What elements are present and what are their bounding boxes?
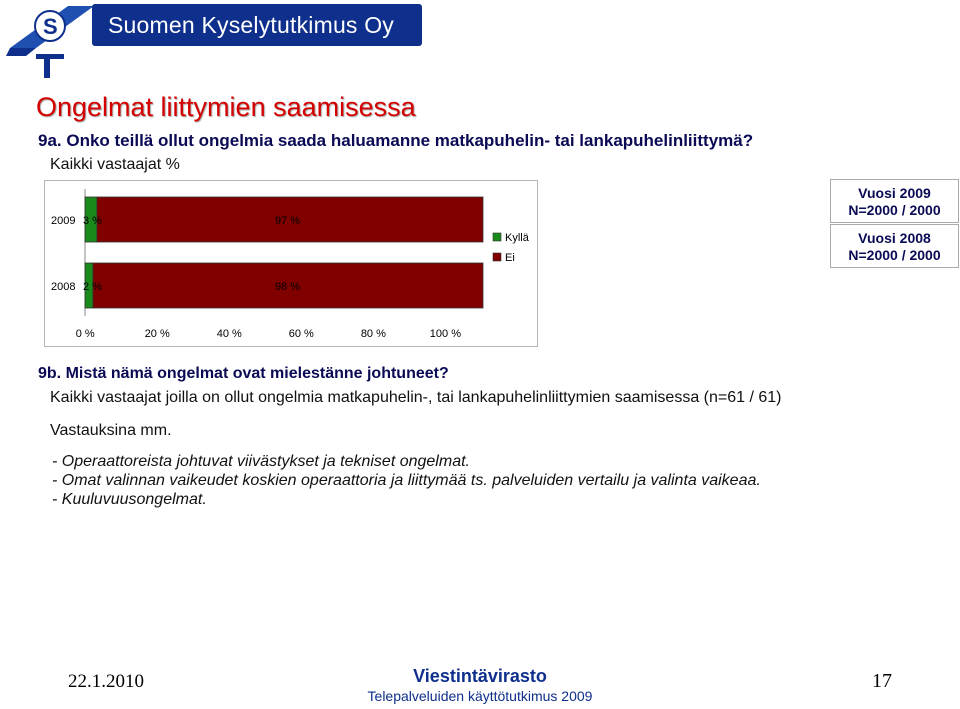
category-label: 2008	[51, 281, 76, 293]
year-box-2009-n: N=2000 / 2000	[848, 202, 941, 218]
x-tick-label: 60 %	[288, 328, 314, 340]
chart-frame	[44, 180, 538, 347]
x-tick-label: 0 %	[75, 328, 95, 340]
year-box-2009	[830, 179, 959, 223]
question-9b: 9b. Mistä nämä ongelmat ovat mielestänne johtuneet?	[38, 365, 449, 382]
answers-list	[52, 452, 761, 509]
x-tick-label: 20 %	[144, 328, 170, 340]
question-9b-subtitle: Kaikki vastaajat joilla on ollut ongelmia matkapuhelin-, tai lankapuhelinliittymien saamisessa (n=61 / 61)	[50, 389, 782, 406]
answer-item: - Omat valinnan vaikeudet koskien operaattoria ja liittymää ts. palveluiden vertailu ja valinta vaikeaa.	[52, 472, 761, 489]
footer-study: Telepalveluiden käyttötutkimus 2009	[367, 688, 593, 704]
data-label: 98 %	[275, 281, 301, 293]
legend-label: Ei	[505, 252, 515, 264]
x-tick-label: 80 %	[360, 328, 386, 340]
x-tick-label: 40 %	[216, 328, 242, 340]
category-label: 2009	[51, 215, 76, 227]
answers-label: Vastauksina mm.	[50, 422, 172, 439]
question-9a-subtitle: Kaikki vastaajat %	[50, 156, 180, 173]
chart-legend	[485, 227, 537, 274]
data-label: 3 %	[83, 215, 102, 227]
legend-label: Kyllä	[505, 232, 529, 244]
footer-date: 22.1.2010	[68, 671, 144, 692]
company-logo-icon	[6, 4, 96, 80]
year-box-2008-year: Vuosi 2008	[858, 230, 931, 246]
stacked-bar-chart	[45, 181, 539, 348]
footer-org: Viestintävirasto	[413, 666, 547, 686]
answer-item: - Operaattoreista johtuvat viivästykset ja tekniset ongelmat.	[52, 453, 470, 470]
legend-swatch-kyllä	[493, 233, 501, 241]
data-label: 97 %	[275, 215, 301, 227]
page-number: 17	[872, 670, 892, 692]
legend-swatch-ei	[493, 253, 501, 261]
year-box-2008-n: N=2000 / 2000	[848, 247, 941, 263]
answer-item: - Kuuluvuusongelmat.	[52, 491, 207, 508]
data-label: 2 %	[83, 281, 102, 293]
year-box-2008	[830, 224, 959, 268]
year-box-2009-year: Vuosi 2009	[858, 185, 931, 201]
company-banner	[92, 4, 422, 46]
page-title: Ongelmat liittymien saamisessa	[36, 92, 416, 122]
company-name: Suomen Kyselytutkimus Oy	[108, 11, 395, 38]
x-tick-label: 100 %	[429, 328, 461, 340]
question-9a: 9a. Onko teillä ollut ongelmia saada haluamanne matkapuhelin- tai lankapuhelinliittymä?	[38, 131, 754, 150]
svg-text:S: S	[43, 14, 58, 39]
